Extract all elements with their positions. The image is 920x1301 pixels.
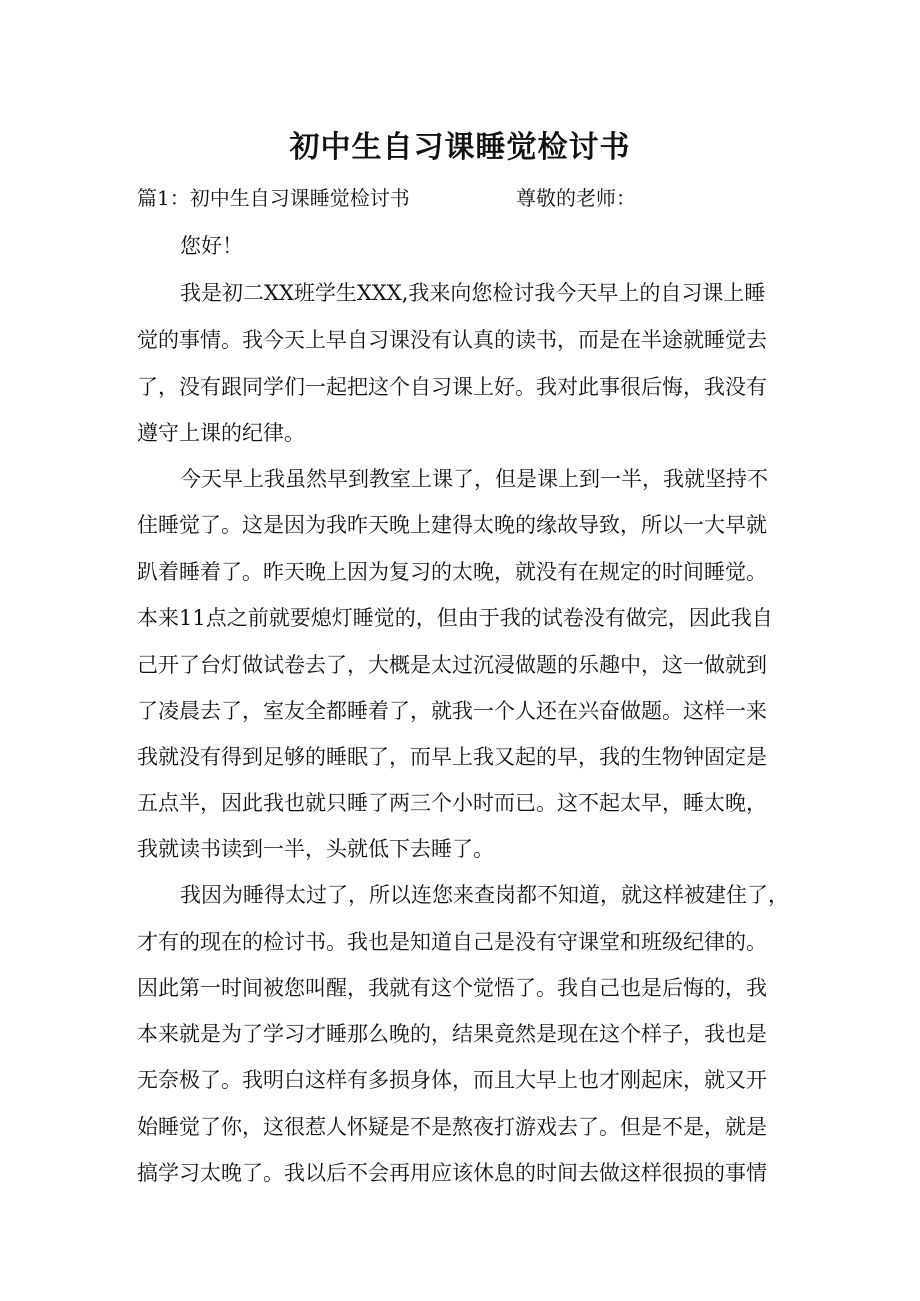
paragraph-line: 今天早上我虽然早到教室上课了，但是课上到一半，我就坚持不 [180,467,768,491]
paragraph-line: 五点半，因此我也就只睡了两三个小时而已。这不起太早，睡太晚， [137,791,767,815]
paragraph-line: 觉的事情。我今天上早自习课没有认真的读书，而是在半途就睡觉去 [137,328,767,352]
paragraph-line: 己开了台灯做试卷去了，大概是太过沉浸做题的乐趣中，这一做就到 [137,653,767,677]
salutation: 尊敬的老师： [516,186,636,210]
paragraph-line: 了凌晨去了，室友全都睡着了，就我一个人还在兴奋做题。这样一来 [137,699,767,723]
paragraph-line: 我是初二XX班学生XXX,我来向您检讨我今天早上的自习课上睡 [180,281,766,305]
paragraph-line: 本来11点之前就要熄灯睡觉的，但由于我的试卷没有做完，因此我自 [137,606,773,630]
paragraph-line: 趴着睡着了。昨天晚上因为复习的太晚，就没有在规定的时间睡觉。 [137,560,767,584]
paragraph-line: 始睡觉了你，这很惹人怀疑是不是熬夜打游戏去了。但是不是，就是 [137,1115,767,1139]
paragraph-line: 我就没有得到足够的睡眠了，而早上我又起的早，我的生物钟固定是 [137,745,767,769]
section-heading: 篇1：初中生自习课睡觉检讨书 [137,186,410,210]
paragraph-line: 住睡觉了。这是因为我昨天晚上建得太晚的缘故导致，所以一大早就 [137,513,767,537]
paragraph-line: 了，没有跟同学们一起把这个自习课上好。我对此事很后悔，我没有 [137,375,767,399]
paragraph-line: 我因为睡得太过了，所以连您来查岗都不知道，就这样被建住了， [180,883,789,907]
document-title: 初中生自习课睡觉检讨书 [289,130,631,165]
paragraph-line: 我就读书读到一半，头就低下去睡了。 [137,837,494,861]
paragraph-line: 因此第一时间被您叫醒，我就有这个觉悟了。我自己也是后悔的，我 [137,976,767,1000]
paragraph-line: 才有的现在的检讨书。我也是知道自己是没有守课堂和班级纪律的。 [137,930,767,954]
paragraph-line: 搞学习太晚了。我以后不会再用应该休息的时间去做这样很损的事情 [137,1161,767,1185]
greeting: 您好！ [180,234,243,258]
paragraph-line: 遵守上课的纪律。 [137,421,305,445]
paragraph-line: 本来就是为了学习才睡那么晚的，结果竟然是现在这个样子，我也是 [137,1022,767,1046]
paragraph-line: 无奈极了。我明白这样有多损身体，而且大早上也才刚起床，就又开 [137,1068,767,1092]
